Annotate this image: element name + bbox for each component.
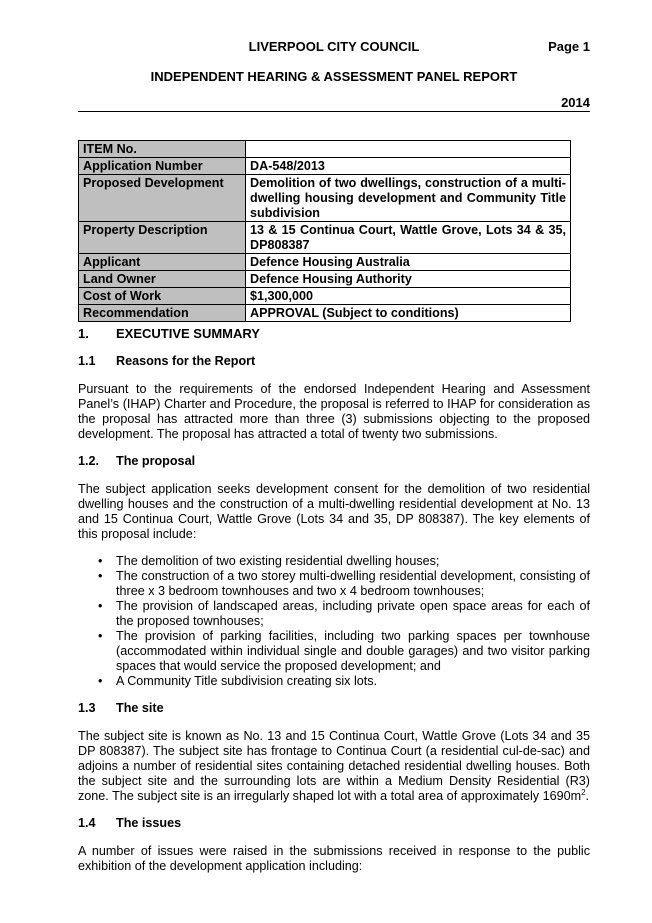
application-info-table: [78, 140, 571, 322]
row-value: APPROVAL (Subject to conditions): [246, 305, 571, 322]
table-row: [79, 222, 571, 254]
list-item-text: The demolition of two existing residential dwelling houses;: [116, 554, 440, 568]
paragraph: A number of issues were raised in the submissions received in response to the public exhibition of the development application including:: [78, 844, 590, 873]
bullet-icon: •: [98, 674, 103, 688]
table-row: [79, 141, 571, 158]
subsection-heading: [78, 701, 590, 716]
bullet-icon: •: [98, 629, 103, 643]
subsection-number: 1.3: [78, 701, 96, 715]
superscript: 2: [581, 787, 586, 797]
section-number: 1.: [78, 326, 89, 341]
section-heading: [78, 326, 590, 341]
list-item: [78, 569, 590, 599]
list-item-text: The construction of a two storey multi-dwelling residential development, consisting of three x 3 bedroom townhouses and two x 4 bedroom townhouses;: [116, 569, 590, 598]
bullet-icon: •: [98, 569, 103, 583]
table-row: [79, 271, 571, 288]
list-item: [78, 554, 590, 569]
subsection-number: 1.2.: [78, 454, 100, 468]
row-value: DA-548/2013: [246, 158, 571, 175]
running-header: [78, 39, 590, 55]
list-item: [78, 674, 590, 689]
subsection-title: The issues: [116, 816, 182, 830]
report-title: INDEPENDENT HEARING & ASSESSMENT PANEL REPORT: [150, 69, 518, 84]
bullet-list: [78, 554, 590, 689]
row-label: Land Owner: [79, 271, 246, 288]
row-label: ITEM No.: [79, 141, 246, 158]
row-label: Applicant: [79, 254, 246, 271]
report-year: 2014: [561, 95, 590, 110]
paragraph: The subject application seeks development consent for the demolition of two residential dwelling houses and the construction of a multi-dwelling residential development at No. 13 and 15 Continua Court, Wattle Grove (Lots 34 and 35, DP 808387). The key elements of this proposal include:: [78, 482, 590, 541]
table-row: [79, 158, 571, 175]
report-body: [78, 326, 590, 886]
row-value: Demolition of two dwellings, construction of a multi-dwelling housing development and Community Title subdivision: [246, 175, 571, 222]
subsection-title: Reasons for the Report: [116, 354, 256, 368]
subsection-title: The proposal: [116, 454, 196, 468]
subsection-heading: [78, 454, 590, 469]
row-value: [246, 141, 571, 158]
subsection-heading: [78, 816, 590, 831]
table-row: [79, 288, 571, 305]
list-item-text: The provision of landscaped areas, including private open space areas for each of the proposed townhouses;: [116, 599, 590, 628]
list-item-text: The provision of parking facilities, including two parking spaces per townhouse (accommodated within individual single and double garages) and two visitor parking spaces that would service the proposed development; and: [116, 629, 590, 673]
row-value: 13 & 15 Continua Court, Wattle Grove, Lots 34 & 35, DP808387: [246, 222, 571, 254]
row-value: $1,300,000: [246, 288, 571, 305]
table-row: [79, 175, 571, 222]
bullet-icon: •: [98, 554, 103, 568]
row-label: Recommendation: [79, 305, 246, 322]
row-label: Application Number: [79, 158, 246, 175]
subsection-heading: [78, 354, 590, 369]
paragraph: [78, 729, 590, 804]
header-divider: [78, 111, 590, 112]
paragraph-end: .: [585, 789, 590, 803]
council-name: LIVERPOOL CITY COUNCIL: [248, 39, 420, 54]
list-item: [78, 629, 590, 674]
subsection-number: 1.1: [78, 354, 96, 368]
list-item: [78, 599, 590, 629]
row-label: Cost of Work: [79, 288, 246, 305]
page-number: Page 1: [548, 39, 590, 54]
row-value: Defence Housing Australia: [246, 254, 571, 271]
bullet-icon: •: [98, 599, 103, 613]
row-label: Property Description: [79, 222, 246, 254]
paragraph-text: The subject site is known as No. 13 and 15 Continua Court, Wattle Grove (Lots 34 and 35 DP 808387). The subject site has frontage to Continua Court (a residential cul-de-sac) and adjoins a number of residential sites containing detached residential dwelling houses. Both the subject site and the surrounding lots are within a Medium Density Residential (R3) zone. The subject site is an irregularly shaped lot with a total area of approximately 1690m: [78, 729, 590, 803]
paragraph: Pursuant to the requirements of the endorsed Independent Hearing and Assessment Panel’s (IHAP) Charter and Procedure, the proposal is referred to IHAP for consideration as the proposal has attracted more than three (3) submissions objecting to the proposed development. The proposal has attracted a total of twenty two submissions.: [78, 382, 590, 441]
table-row: [79, 254, 571, 271]
row-value: Defence Housing Authority: [246, 271, 571, 288]
section-title: EXECUTIVE SUMMARY: [116, 326, 260, 341]
subsection-title: The site: [116, 701, 164, 715]
subsection-number: 1.4: [78, 816, 96, 830]
list-item-text: A Community Title subdivision creating six lots.: [116, 674, 378, 688]
row-label: Proposed Development: [79, 175, 246, 222]
table-row: [79, 305, 571, 322]
